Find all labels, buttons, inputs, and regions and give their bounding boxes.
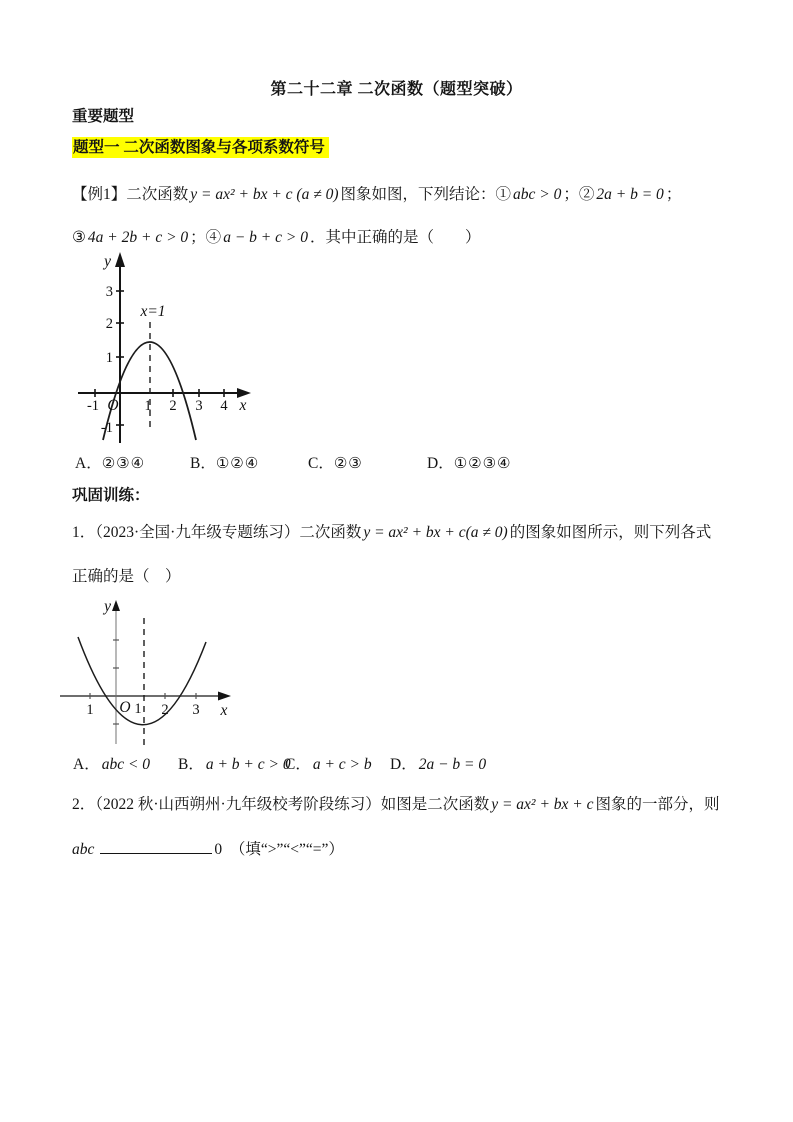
q1-line1 (72, 522, 711, 544)
option-c (308, 451, 363, 473)
option-label: C． (308, 455, 334, 472)
graph1-y-neg-tick-label: -1 (100, 420, 113, 436)
option-value: ①②④ (215, 454, 260, 472)
q2-text: 图象的一部分，则 (595, 796, 720, 813)
option-a (73, 752, 152, 774)
graph1-y-axis-arrow-icon (115, 252, 125, 267)
section-heading: 重要题型 (72, 108, 135, 125)
option-formula: abc < 0 (101, 756, 151, 773)
q2-after-blank: 0 (214, 841, 223, 858)
option-b (190, 451, 259, 473)
q2-answer-term: abc (72, 841, 95, 858)
example1-text: ．其中正确的是（ ） (309, 229, 481, 246)
graph2-x-axis-arrow-icon (218, 692, 231, 701)
option-d (427, 451, 512, 473)
graph2-parabola-up (58, 598, 245, 748)
graph1-x-tick-label: -1 (86, 398, 100, 414)
graph1-x-tick-label: 3 (195, 398, 203, 414)
graph2-x-tick-label: 2 (161, 702, 169, 718)
graph2-x-axis-label: x (220, 702, 228, 719)
graph1-y-tick-label: 3 (105, 284, 113, 300)
graph2-y-axis-arrow-icon (112, 600, 120, 611)
option-label: D． (390, 756, 417, 773)
example1-statement4: a − b + c > 0 (223, 229, 308, 246)
option-d (390, 752, 488, 774)
option-label: B． (190, 455, 216, 472)
example1-text: 图象如图，下列结论：① (340, 186, 512, 203)
q2-fill-hint: （填“>”“<”“=”） (237, 841, 344, 858)
answer-blank (100, 838, 212, 854)
q1-text: 的图象如图所示，则下列各式 (509, 524, 712, 541)
example1-statement2: 2a + b = 0 (596, 186, 664, 203)
example1-options (0, 451, 793, 475)
option-value: ①②③④ (453, 454, 512, 472)
graph1-y-tick-label: 1 (105, 350, 113, 366)
graph1-y-axis-label: y (104, 253, 111, 270)
graph2-y-axis-label: y (104, 598, 111, 615)
option-formula: a + b + c > 0 (205, 756, 291, 773)
page-title: 第二十二章 二次函数（题型突破） (270, 81, 523, 98)
example1-text: ③ (72, 229, 86, 246)
graph2-x-left-tick-label: 1 (86, 702, 94, 718)
option-label: C． (285, 756, 311, 773)
graph1-x-tick-label: 4 (220, 398, 228, 414)
example1-text: ； (665, 186, 682, 203)
graph1-x-tick-label: 1 (144, 398, 152, 414)
option-value: ②③④ (101, 454, 146, 472)
example1-text: ；② (563, 186, 595, 203)
example1-text: ；④ (190, 229, 222, 246)
option-formula: a + c > b (312, 756, 372, 773)
option-formula: 2a − b = 0 (418, 756, 487, 773)
example1-statement1: abc > 0 (513, 186, 562, 203)
q2-formula: y = ax² + bx + c (491, 796, 594, 813)
option-label: D． (427, 455, 454, 472)
option-b (178, 752, 293, 774)
example1-formula: y = ax² + bx + c (a ≠ 0) (190, 186, 339, 203)
option-value: ②③ (333, 454, 363, 472)
option-label: B． (178, 756, 204, 773)
example1-statement3: 4a + 2b + c > 0 (87, 229, 189, 246)
example1-text: 【例1】二次函数 (72, 186, 189, 203)
q1-text: 1．（2023·全国·九年级专题练习）二次函数 (72, 524, 362, 541)
graph1-x-tick-label: 2 (169, 398, 177, 414)
graph1-y-tick-label: 2 (105, 316, 113, 332)
option-label: A． (73, 756, 100, 773)
graph1-origin-label: O (107, 397, 119, 414)
graph1-parabola-down (75, 252, 265, 448)
graph2-origin-label: O (119, 699, 131, 716)
q2-line1 (72, 794, 720, 816)
training-heading: 巩固训练： (72, 487, 150, 504)
graph2-x-tick-label: 1 (134, 701, 142, 717)
q2-line2 (72, 838, 344, 861)
graph1-x-axis-label: x (239, 397, 247, 414)
q1-line2: 正确的是（ ） (72, 568, 181, 585)
q1-formula: y = ax² + bx + c(a ≠ 0) (363, 524, 508, 541)
graph1-symmetry-label: x=1 (140, 303, 166, 320)
topic-heading-highlight: 题型一 二次函数图象与各项系数符号 (72, 137, 329, 158)
q1-options (0, 752, 793, 776)
example1-line2 (72, 227, 480, 249)
option-c (285, 752, 374, 774)
topic-heading-row (72, 137, 329, 159)
example1-line1 (72, 184, 681, 206)
option-label: A． (75, 455, 102, 472)
graph2-x-tick-label: 3 (192, 702, 200, 718)
graph2-curve (78, 637, 206, 725)
option-a (75, 451, 145, 473)
q2-text: 2．（2022 秋·山西朔州·九年级校考阶段练习）如图是二次函数 (72, 796, 490, 813)
